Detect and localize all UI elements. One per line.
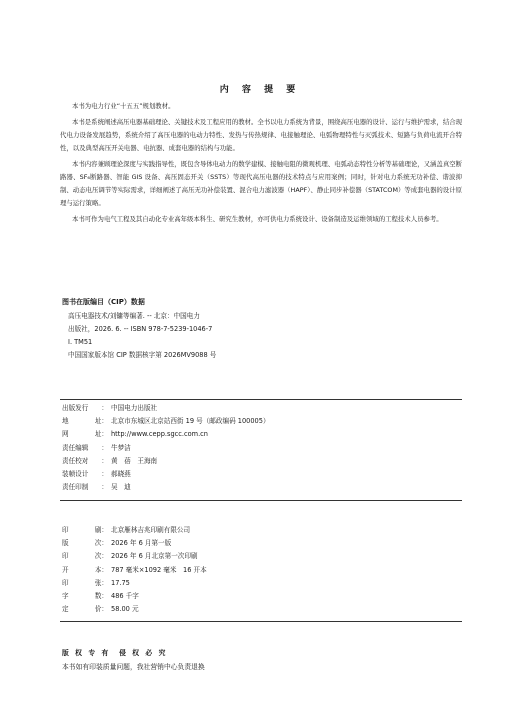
print-label: 版 次：: [62, 539, 108, 548]
pub-label: 责任印制 ：: [62, 483, 108, 492]
pub-label: 责任编辑 ：: [62, 443, 108, 452]
cip-line: 中国国家版本馆 CIP 数据核字第 2026MV9088 号: [68, 351, 217, 359]
print-label: 印 刷：: [62, 526, 108, 534]
print-row: [62, 577, 207, 590]
print-label: 印 张：: [62, 578, 108, 587]
print-value: 2026 年 6 月北京第一次印刷: [111, 552, 198, 561]
pub-row: [62, 402, 270, 415]
cip-line: 出版社，2026. 6. -- ISBN 978-7-5239-1046-7: [68, 325, 213, 333]
summary-title: 内 容 提 要: [219, 85, 301, 95]
pub-row: [62, 468, 270, 481]
divider-line: [60, 399, 462, 400]
pub-label: 网 址：: [62, 430, 108, 439]
summary-paragraph: 本书内容兼顾理论深度与实践指导性，既包含导体电动力的数学建模、接触电阻的微观机理、电弧动态特性分析等基础理论，又涵盖真空断路器、SF₆断路器、智能 GIS 设备、高压固态开关（SSTS）等现代高压电器的技术特点与应用案例；同时，针对电力系统无功补偿、谐波抑制、动态电压调节等实际需求，详细阐述了高压无功补偿装置、混合电力滤波器（HAPF）、静止同步补偿器（STATCOM）等成套电器的设计原理与运行策略。: [60, 160, 462, 207]
print-value: 北京雁林吉兆印刷有限公司: [111, 526, 191, 534]
printing-info: [62, 524, 207, 616]
print-value: 2026 年 6 月第一版: [111, 539, 172, 548]
summary-paragraph: 本书可作为电气工程及其自动化专业高年级本科生、研究生教材，亦可供电力系统设计、设备制造及运维领域的工程技术人员参考。: [72, 215, 443, 223]
print-row: [62, 603, 207, 616]
print-label: 印 次：: [62, 552, 108, 561]
summary-section: [60, 100, 462, 229]
print-row: [62, 537, 207, 550]
print-value: 17.75: [111, 578, 130, 587]
cip-line: Ⅰ. TM51: [68, 338, 93, 346]
pub-value: 郝晓燕: [111, 470, 131, 479]
divider-line: [60, 500, 462, 501]
print-value: 486 千字: [111, 592, 139, 601]
pub-label: 地 址：: [62, 417, 108, 426]
summary-paragraph: 本书为电力行业“十五五”规划教材。: [72, 102, 175, 110]
print-label: 开 本：: [62, 565, 108, 574]
pub-label: 出版发行 ：: [62, 404, 108, 412]
print-row: [62, 550, 207, 563]
print-row: [62, 524, 207, 537]
publication-info: [62, 402, 270, 494]
pub-row: [62, 442, 270, 455]
cip-heading: 图书在版编目（CIP）数据: [62, 298, 145, 306]
rights-heading: 版 权 专 有 侵 权 必 究: [62, 649, 168, 657]
pub-value: http://www.cepp.sgcc.com.cn: [111, 430, 208, 439]
pub-row: [62, 428, 270, 441]
print-row: [62, 564, 207, 577]
pub-row: [62, 415, 270, 428]
pub-value: 黄 蓓 王海南: [111, 456, 158, 465]
pub-value: 吴 迪: [111, 483, 131, 492]
print-label: 定 价：: [62, 605, 108, 614]
rights-block: [62, 646, 205, 674]
pub-label: 责任校对 ：: [62, 456, 108, 465]
print-value: 58.00 元: [111, 605, 139, 614]
cip-line: 高压电器技术/刘镛等编著. -- 北京：中国电力: [68, 312, 200, 320]
print-row: [62, 590, 207, 603]
pub-row: [62, 481, 270, 494]
pub-row: [62, 455, 270, 468]
print-label: 字 数：: [62, 592, 108, 601]
pub-value: 北京市东城区北京站西街 19 号（邮政编码 100005）: [111, 417, 270, 426]
summary-paragraph: 本书是系统阐述高压电器基础理论、关键技术及工程应用的教材。全书以电力系统为背景，围绕高压电器的设计、运行与维护需求，结合现代电力设备发展趋势，系统介绍了高压电器的电动力特性、发热与传热规律、电接触理论、电弧物理特性与灭弧技术、短路与负荷电流开合特性，以及典型高压开关电器、电抗器、成套电器的结构与功能。: [60, 118, 462, 152]
pub-value: 中国电力出版社: [111, 404, 158, 412]
cip-block: [62, 296, 442, 362]
divider-line: [60, 621, 462, 622]
pub-label: 装帧设计 ：: [62, 470, 108, 479]
pub-value: 牛梦洁: [111, 443, 131, 452]
rights-notice: 本书如有印装质量问题，我社营销中心负责退换: [62, 663, 205, 671]
print-value: 787 毫米×1092 毫米 16 开本: [111, 565, 207, 574]
